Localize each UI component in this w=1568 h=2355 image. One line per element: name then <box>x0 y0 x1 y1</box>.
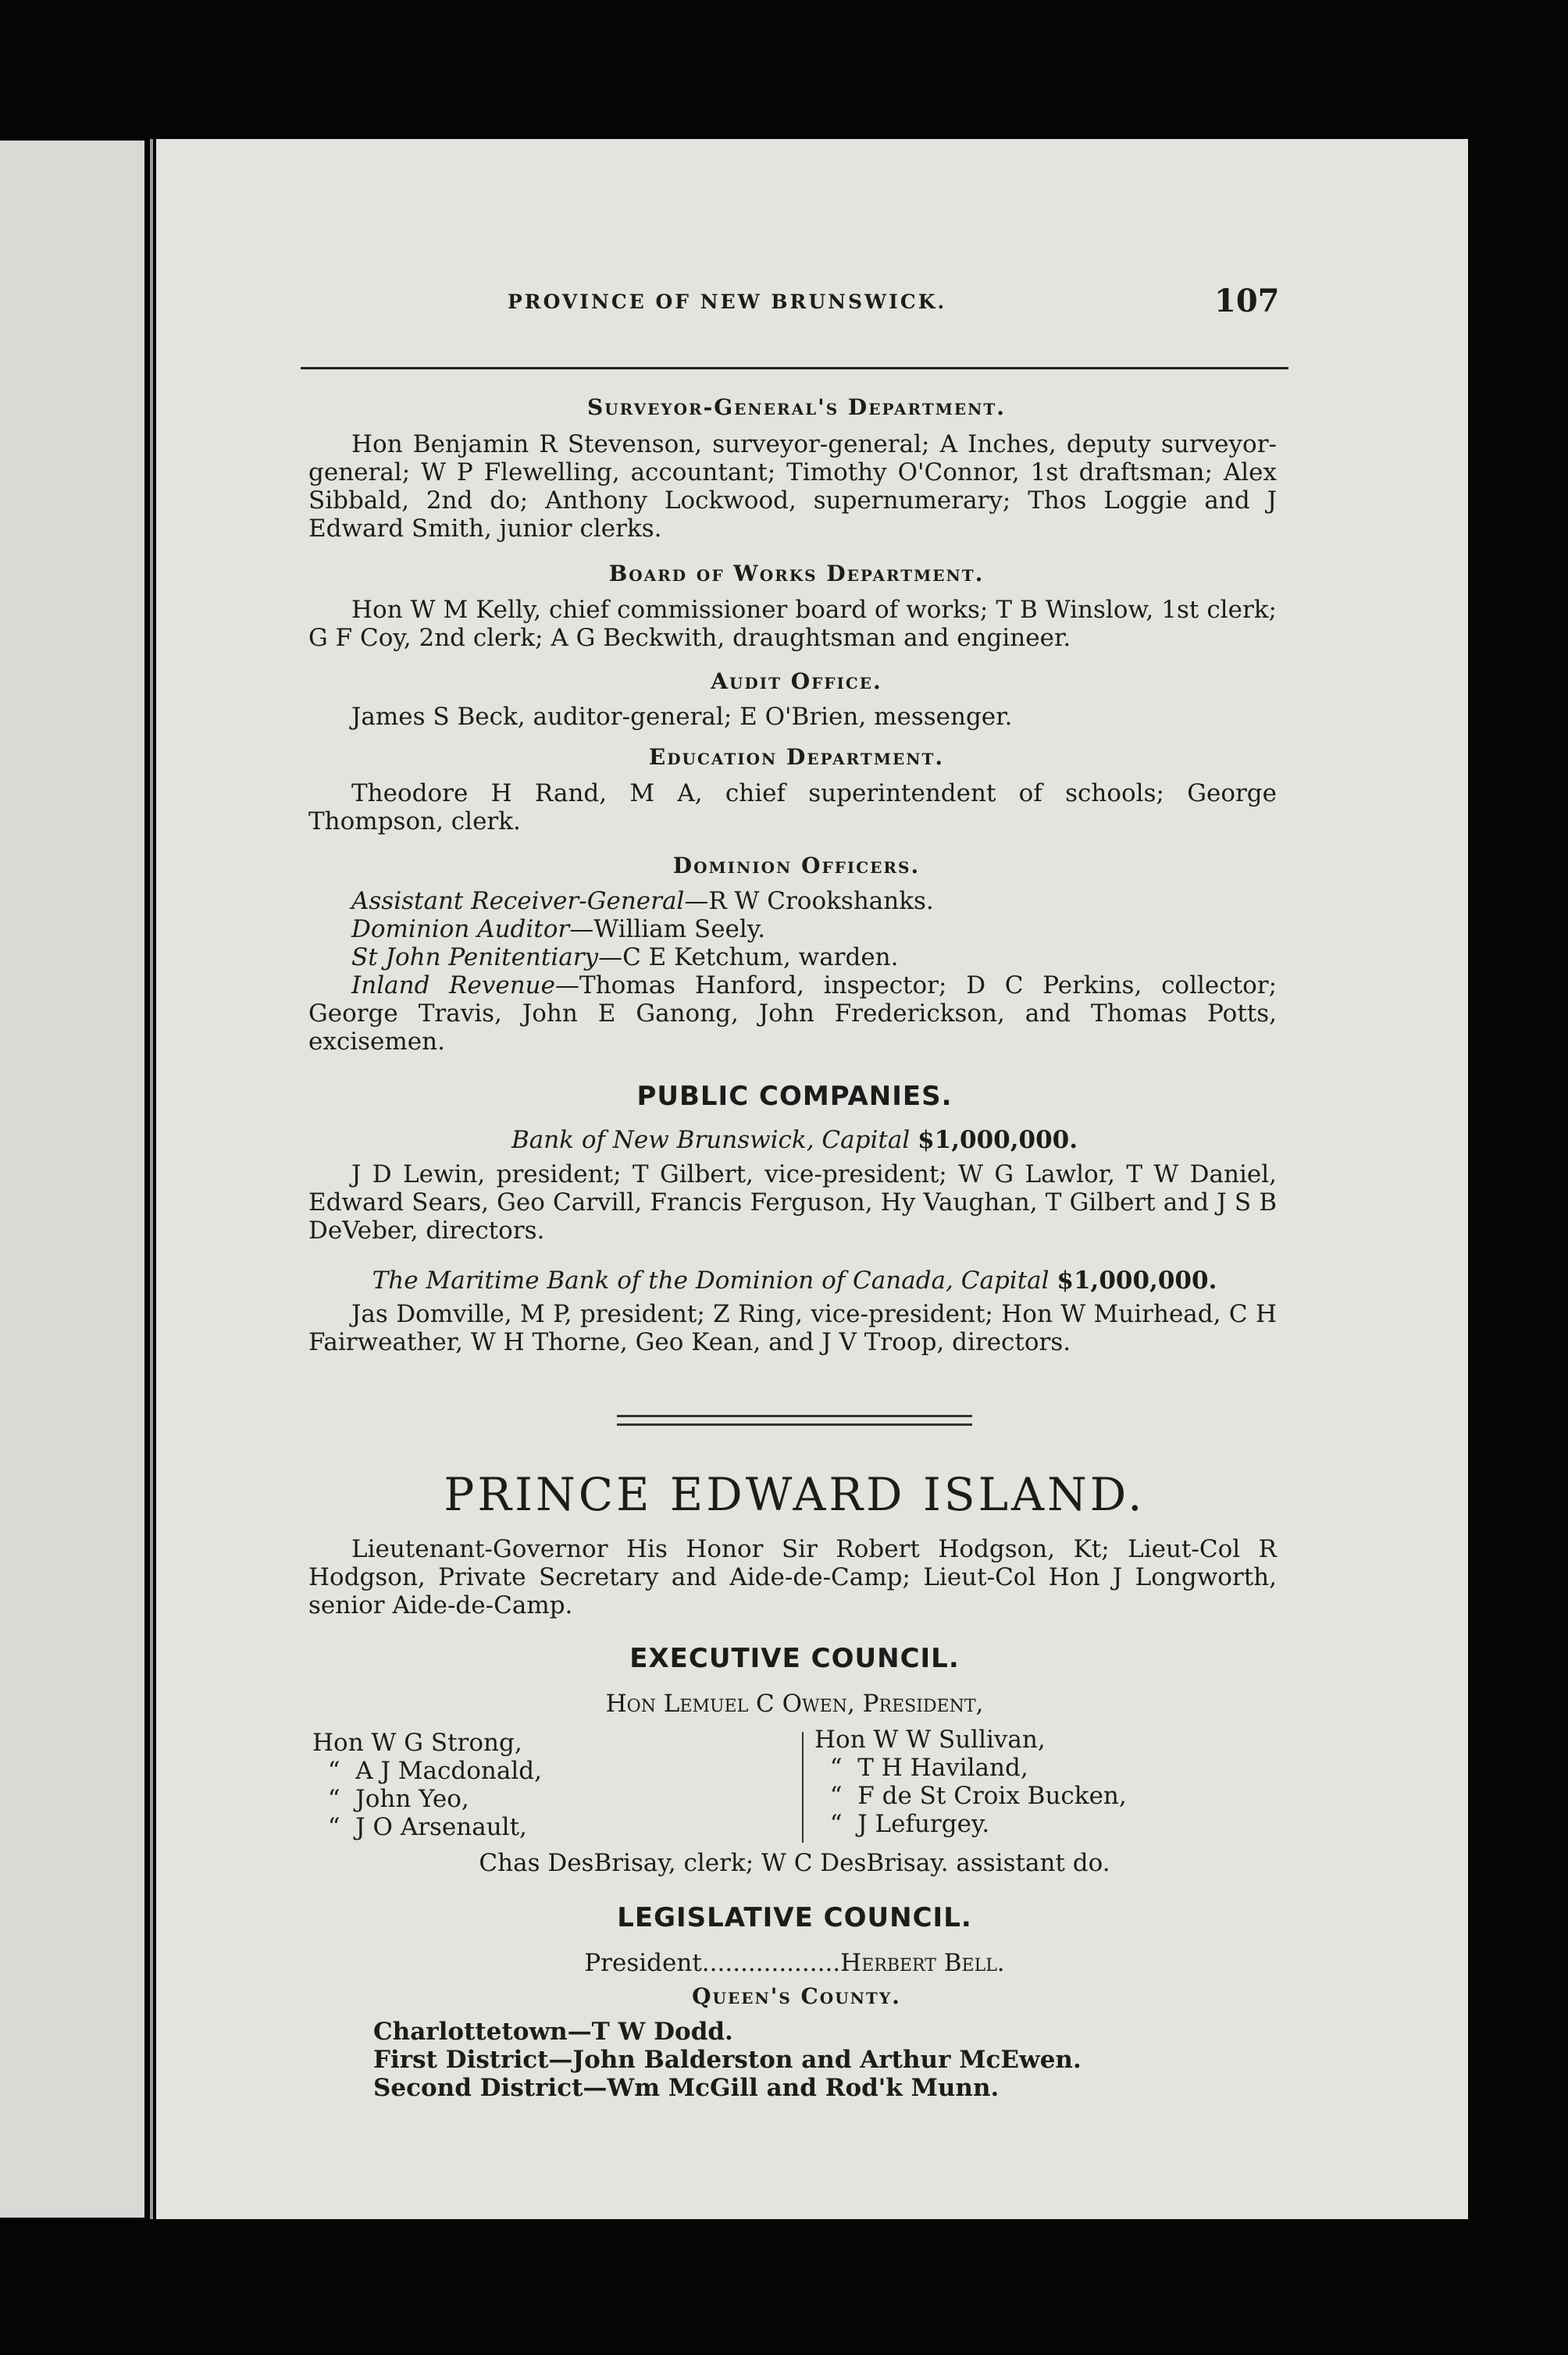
officer-line <box>308 887 1277 915</box>
officer-title: Inland Revenue <box>351 971 555 999</box>
bank-capital: $1,000,000. <box>1057 1267 1217 1295</box>
executive-council-heading: EXECUTIVE COUNCIL. <box>629 1643 960 1674</box>
legislative-president <box>297 1949 1292 1977</box>
council-member: “ T H Haviland, <box>814 1754 1028 1782</box>
running-header: PROVINCE OF NEW BRUNSWICK. <box>508 290 947 313</box>
section-heading: Education Department. <box>648 744 945 770</box>
officer-title: Dominion Auditor <box>351 915 570 943</box>
section-paragraph: Hon Benjamin R Stevenson, surveyor-general; A Inches, deputy surveyor-general; W P Flewelling, accountant; Timothy O'Connor, 1st draftsman; Alex Sibbald, 2nd do; Anthony Lockwood, supernumerary; Thos Loggie and J Edward Smith, junior clerks. <box>308 430 1277 543</box>
council-member: “ F de St Croix Bucken, <box>814 1782 1127 1810</box>
district-list <box>373 2018 1082 2102</box>
bank-name: Bank of New Brunswick, Capital <box>511 1126 911 1154</box>
council-member: Hon W G Strong, <box>312 1729 522 1757</box>
officer-name: —C E Ketchum, warden. <box>598 943 899 971</box>
bank-title <box>297 1267 1292 1295</box>
council-president: Hon Lemuel C Owen, President, <box>605 1690 984 1718</box>
pei-title: PRINCE EDWARD ISLAND. <box>444 1468 1146 1521</box>
officer-name: —R W Crookshanks. <box>684 887 934 915</box>
council-member: “ J O Arsenault, <box>312 1813 527 1841</box>
public-companies-heading: PUBLIC COMPANIES. <box>636 1081 953 1112</box>
section-paragraph: Theodore H Rand, M A, chief superintendent of schools; George Thompson, clerk. <box>308 779 1277 835</box>
leader-dots: .................. <box>701 1949 841 1977</box>
legislative-council-heading: LEGISLATIVE COUNCIL. <box>617 1902 972 1933</box>
council-clerk: Chas DesBrisay, clerk; W C DesBrisay. assistant do. <box>479 1849 1110 1877</box>
section-divider <box>617 1415 972 1426</box>
bank-capital: $1,000,000. <box>918 1126 1078 1154</box>
officer-line <box>308 943 1277 971</box>
header-rule <box>301 367 1288 369</box>
bank-directors: J D Lewin, president; T Gilbert, vice-president; W G Lawlor, T W Daniel, Edward Sears, Geo Carvill, Francis Ferguson, Hy Vaughan, T Gilbert and J S B DeVeber, directors. <box>308 1160 1277 1245</box>
president-label: President <box>584 1949 702 1977</box>
county-heading: Queen's County. <box>692 1983 901 2009</box>
section-heading: Dominion Officers. <box>672 853 921 878</box>
pei-intro: Lieutenant-Governor His Honor Sir Robert Hodgson, Kt; Lieut-Col R Hodgson, Private Secretary and Aide-de-Camp; Lieut-Col Hon J Longworth, senior Aide-de-Camp. <box>308 1535 1277 1619</box>
bank-directors: Jas Domville, M P, president; Z Ring, vice-president; Hon W Muirhead, C H Fairweather, W H Thorne, Geo Kean, and J V Troop, directors. <box>308 1300 1277 1356</box>
bank-name: The Maritime Bank of the Dominion of Canada, Capital <box>372 1267 1049 1295</box>
council-left-column <box>312 1729 542 1841</box>
section-heading: Surveyor-General's Department. <box>587 394 1006 420</box>
officer-title: Assistant Receiver-General <box>351 887 685 915</box>
council-member: Hon W W Sullivan, <box>814 1726 1046 1754</box>
district-line: Charlottetown—T W Dodd. <box>373 2018 733 2046</box>
district-line: First District—John Balderston and Arthur McEwen. <box>373 2046 1082 2074</box>
section-heading: Board of Works Department. <box>608 561 985 586</box>
council-right-column <box>814 1726 1127 1838</box>
column-divider <box>802 1732 804 1843</box>
district-line: Second District—Wm McGill and Rod'k Munn. <box>373 2074 1000 2102</box>
page-edge <box>150 139 153 2219</box>
page-number: 107 <box>1214 283 1280 319</box>
section-heading: Audit Office. <box>711 668 882 694</box>
bank-title <box>297 1126 1292 1154</box>
facing-page <box>0 141 144 2218</box>
officer-title: St John Penitentiary <box>351 943 599 971</box>
section-paragraph: James S Beck, auditor-general; E O'Brien, messenger. <box>351 703 1013 731</box>
officer-name: —William Seely. <box>569 915 766 943</box>
council-member: “ J Lefurgey. <box>814 1810 990 1838</box>
officer-line <box>308 971 1277 1056</box>
section-paragraph: Hon W M Kelly, chief commissioner board of works; T B Winslow, 1st clerk; G F Coy, 2nd clerk; A G Beckwith, draughtsman and engineer. <box>308 596 1277 652</box>
council-member: “ John Yeo, <box>312 1785 469 1813</box>
council-member: “ A J Macdonald, <box>312 1757 542 1785</box>
president-name: Herbert Bell. <box>840 1949 1005 1977</box>
officer-name: —Thomas Hanford, inspector; D C Perkins, collector; George Travis, John E Ganong, John Frederickson, and Thomas Potts, excisemen. <box>308 971 1278 1056</box>
officer-line <box>308 915 1277 943</box>
